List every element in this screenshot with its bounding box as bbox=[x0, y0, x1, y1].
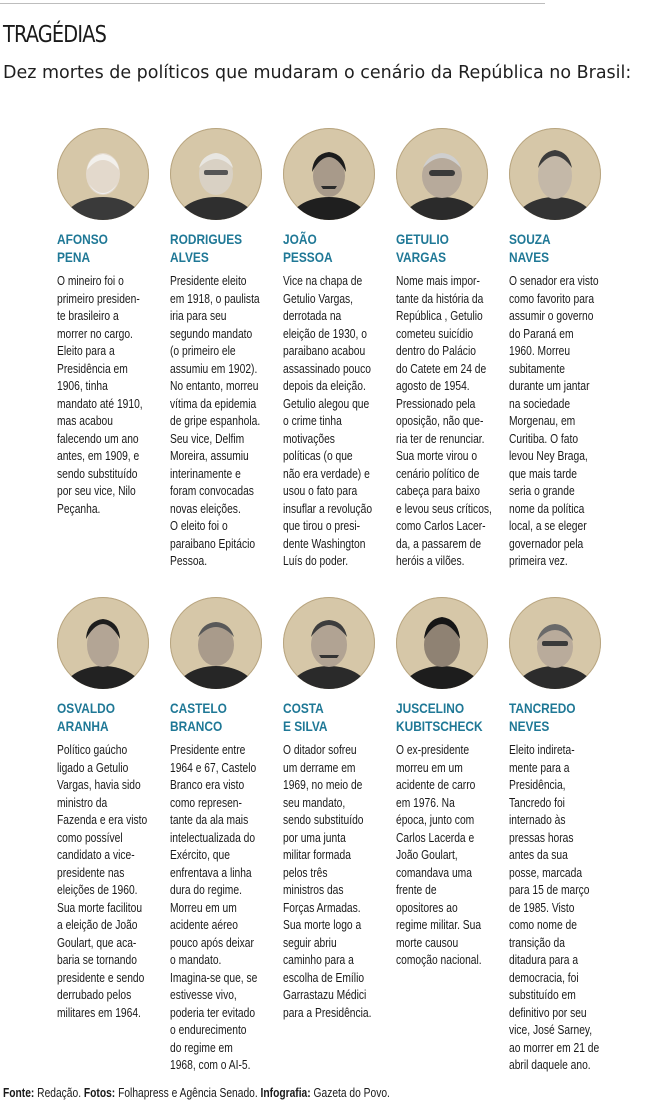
person-bio: Nome mais impor- tante da história da República , Getulio cometeu suicídio dentro do Palácio do Catete em 24 de agosto de 1954. Pressionado pela oposição, não que- ria ter de renunciar. Sua morte virou o cenário político de cabeça para baixo e levou seus críticos, como Carlos Lacer- da, a passarem de heróis a vilões. bbox=[396, 273, 492, 568]
person-name: AFONSO PENA bbox=[57, 231, 108, 265]
portrait-photo bbox=[283, 597, 375, 689]
person-bio: Presidente entre 1964 e 67, Castelo Branco era visto como represen- tante da ala mais intelectualizada do Exército, que enfrentava a linha dura do regime. Morreu em um acidente aéreo pouco após deixar o mandato. Imagina-se que, se estivesse vivo, poderia ter evitado o endurecimento do regime em 1968, com o AI-5. bbox=[170, 742, 258, 1072]
person-bio: O mineiro foi o primeiro presiden- te brasileiro a morrer no cargo. Eleito para a Presidência em 1906, tinha mandato até 1910, mas acabou falecendo um ano antes, em 1909, e sendo substituído por seu vice, Nilo Peçanha. bbox=[57, 273, 143, 516]
fotos-label: Fotos: bbox=[83, 1086, 116, 1100]
person-bio: O ditador sofreu um derrame em 1969, no meio de seu mandato, sendo substituído por uma junta militar formada pelos três ministros das Forças Armadas. Sua morte logo a seguir abriu caminho para a escolha de Emílio Garrastazu Médici para a Presidência. bbox=[283, 742, 372, 1020]
portrait-photo bbox=[57, 128, 149, 220]
infografia-label: Infografia: bbox=[260, 1086, 311, 1100]
fotos-value: Folhapress e Agência Senado. bbox=[118, 1086, 258, 1100]
person-name: COSTA E SILVA bbox=[283, 700, 328, 734]
person-bio: Presidente eleito em 1918, o paulista iria para seu segundo mandato (o primeiro ele assumiu em 1902). No entanto, morreu vítima da epidemia de gripe espanhola. Seu vice, Delfim Moreira, assumiu interinamente e foram convocadas novas eleições. O eleito foi o paraibano Epitácio Pessoa. bbox=[170, 273, 261, 568]
person-name: JOÃO PESSOA bbox=[283, 231, 333, 265]
person-name: OSVALDO ARANHA bbox=[57, 700, 115, 734]
page-title: TRAGÉDIAS bbox=[3, 22, 107, 48]
page-subtitle: Dez mortes de políticos que mudaram o cenário da República no Brasil: bbox=[3, 63, 632, 83]
person-bio: Vice na chapa de Getulio Vargas, derrotada na eleição de 1930, o paraibano acabou assassinado pouco depois da eleição. Getulio alegou que o crime tinha motivações políticas (o que não era verdade) e usou o fato para insuflar a revolução que tirou o presi- dente Washington Luís do poder. bbox=[283, 273, 373, 568]
portrait-photo bbox=[396, 597, 488, 689]
person-name: TANCREDO NEVES bbox=[509, 700, 576, 734]
person-name: JUSCELINO KUBITSCHECK bbox=[396, 700, 483, 734]
portrait-photo bbox=[283, 128, 375, 220]
credits-footer bbox=[3, 1086, 390, 1100]
portrait-photo bbox=[170, 597, 262, 689]
fonte-label: Fonte: bbox=[3, 1086, 35, 1100]
person-bio: Eleito indireta- mente para a Presidência, Tancredo foi internado às pressas horas antes da sua posse, marcada para 15 de março de 1985. Visto como nome de transição da ditadura para a democracia, foi substituído em definitivo por seu vice, José Sarney, ao morrer em 21 de abril daquele ano. bbox=[509, 742, 600, 1072]
person-bio: O senador era visto como favorito para assumir o governo do Paraná em 1960. Morreu subitamente durante um jantar na sociedade Morgenau, em Curitiba. O fato levou Ney Braga, que mais tarde seria o grande nome da política local, a se eleger governador pela primeira vez. bbox=[509, 273, 599, 568]
infografia-value: Gazeta do Povo. bbox=[313, 1086, 390, 1100]
person-bio: O ex-presidente morreu em um acidente de carro em 1976. Na época, junto com Carlos Lacerda e João Goulart, comandava uma frente de opositores ao regime militar. Sua morte causou comoção nacional. bbox=[396, 742, 482, 967]
portrait-photo bbox=[170, 128, 262, 220]
top-rule bbox=[0, 3, 545, 4]
person-name: RODRIGUES ALVES bbox=[170, 231, 243, 265]
person-name: SOUZA NAVES bbox=[509, 231, 551, 265]
portrait-photo bbox=[509, 597, 601, 689]
portrait-photo bbox=[396, 128, 488, 220]
person-name: GETULIO VARGAS bbox=[396, 231, 449, 265]
portrait-photo bbox=[57, 597, 149, 689]
person-bio: Político gaúcho ligado a Getulio Vargas, havia sido ministro da Fazenda e era visto como possível candidato a vice- presidente nas eleições de 1960. Sua morte facilitou a eleição de João Goulart, que aca- baria se tornando presidente e sendo derrubado pelos militares em 1964. bbox=[57, 742, 148, 1020]
fonte-value: Redação. bbox=[37, 1086, 82, 1100]
portrait-photo bbox=[509, 128, 601, 220]
person-name: CASTELO BRANCO bbox=[170, 700, 227, 734]
